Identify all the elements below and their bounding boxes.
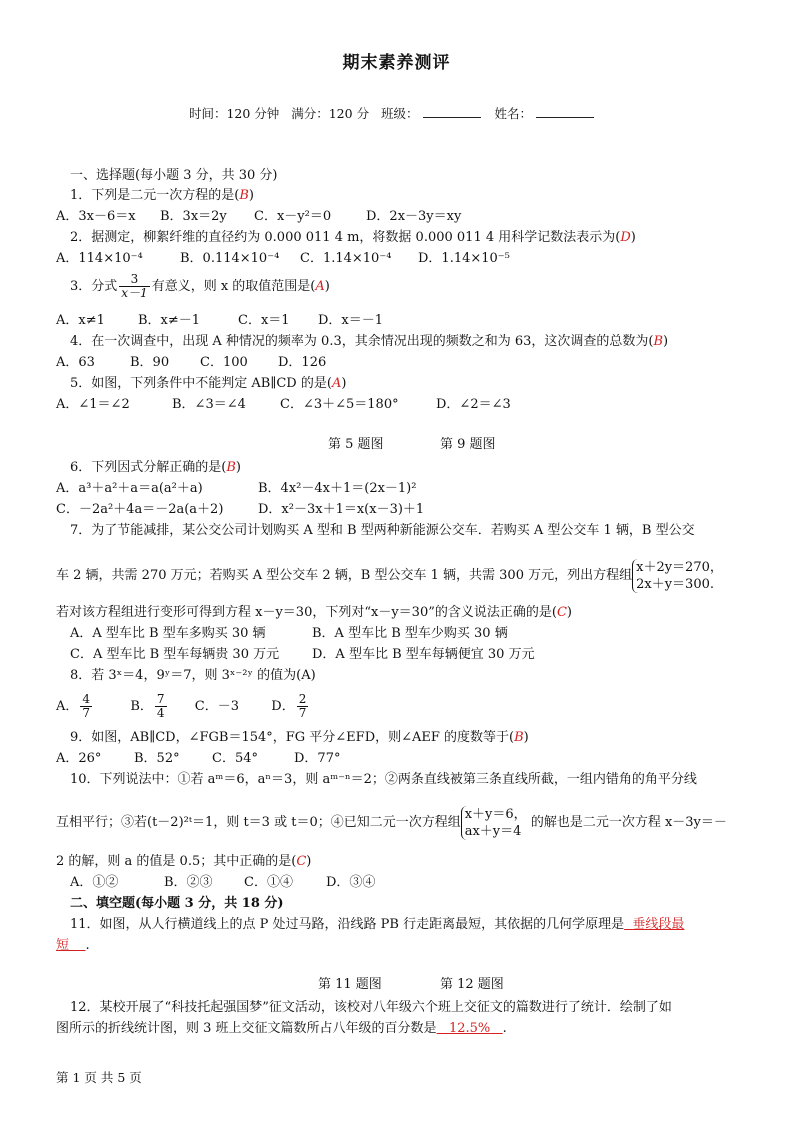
answer-7: C	[556, 605, 567, 620]
q9-option-c: C．54°	[212, 751, 258, 766]
q6-option-d: D．x²－3x＋1＝x(x－3)＋1	[258, 502, 425, 517]
q6-option-b: B．4x²－4x＋1＝(2x－1)²	[258, 481, 417, 496]
q4-option-a: A．63	[56, 355, 95, 370]
answer-10: C	[296, 854, 307, 869]
answer-6: B	[226, 460, 236, 475]
answer-4: B	[653, 334, 664, 349]
q2-option-c: C．1.14×10⁻⁴	[300, 251, 392, 266]
q1-option-d: D．2x－3y＝xy	[366, 209, 462, 224]
answer-11-part1: 垂线段最	[632, 917, 685, 932]
class-label: 班级：	[381, 106, 419, 121]
q2-option-a: A．114×10⁻⁴	[56, 251, 143, 266]
answer-9: B	[514, 730, 524, 745]
answer-12: 12.5%	[448, 1021, 491, 1036]
q10-equation-system: x＋y＝6， ax＋y＝4	[461, 806, 527, 840]
q10-option-b: B．②③	[164, 875, 213, 890]
q7-option-a: A．A 型车比 B 型车多购买 30 辆	[70, 626, 266, 641]
answer-5: A	[331, 376, 342, 391]
q3-fraction: $\frac{3}{x-1}$	[121, 272, 148, 300]
q8-options	[56, 690, 310, 724]
question-11-line1: 11．如图，从人行横道线上的点 P 处过马路，沿线路 PB 行走距离最短，其依据的几何学原理是 垂线段最	[70, 917, 685, 932]
figure-11-caption: 第 11 题图	[318, 977, 382, 992]
q1-option-b: B．3x＝2y	[160, 209, 227, 224]
question-7-line1: 7．为了节能减排，某公交公司计划购买 A 型和 B 型两种新能源公交车．若购买 A 型公交车 1 辆，B 型公交	[70, 523, 695, 538]
question-4: 4．在一次调查中，出现 A 种情况的频率为 0.3，其余情况出现的频数之和为 63，这次调查的总数为(B)	[70, 334, 669, 349]
q2-option-b: B．0.114×10⁻⁴	[180, 251, 280, 266]
question-10-line1: 10．下列说法中：①若 aᵐ＝6，aⁿ＝3，则 aᵐ⁻ⁿ＝2；②两条直线被第三条直线所截，一组内错角的角平分线	[70, 772, 697, 787]
name-label: 姓名：	[494, 106, 533, 121]
question-9: 9．如图，AB∥CD，∠FGB＝154°，FG 平分∠EFD，则∠AEF 的度数等于(B)	[70, 730, 529, 745]
q7-option-c: C．A 型车比 B 型车每辆贵 30 万元	[70, 647, 280, 662]
time-info: 时间：120 分钟	[188, 106, 280, 121]
exam-meta	[0, 104, 793, 122]
q10-option-d: D．③④	[326, 875, 376, 890]
figure-5-caption: 第 5 题图	[328, 437, 384, 452]
q3-option-a: A．x≠1	[56, 313, 105, 328]
q8-option-b: B． $\frac{7}{4}$	[130, 692, 165, 720]
question-12-line2: 图所示的折线统计图，则 3 班上交征文篇数所占八年级的百分数是 12.5% .	[56, 1021, 507, 1036]
q1-option-a: A．3x－6＝x	[56, 209, 136, 224]
answer-3: A	[315, 279, 325, 294]
q6-option-a: A．a³＋a²＋a＝a(a²＋a)	[56, 481, 203, 496]
q4-option-d: D．126	[278, 355, 327, 370]
answer-1: B	[239, 188, 249, 203]
q7-option-b: B．A 型车比 B 型车少购买 30 辆	[312, 626, 508, 641]
question-10-line2: 互相平行；③若(t－2)²ᵗ＝1，则 t＝3 或 t＝0；④已知二元一次方程组 x＋y＝6， ax＋y＝4 的解也是二元一次方程 x－3y＝－	[56, 806, 727, 839]
section-fill-heading: 二、填空题(每小题 3 分，共 18 分)	[70, 896, 284, 911]
q5-option-c: C．∠3＋∠5＝180°	[280, 397, 399, 412]
q7-option-d: D．A 型车比 B 型车每辆便宜 30 万元	[312, 647, 535, 662]
q4-option-b: B．90	[130, 355, 170, 370]
q5-option-d: D．∠2＝∠3	[436, 397, 511, 412]
q5-option-b: B．∠3＝∠4	[172, 397, 246, 412]
answer-11-part2: 短	[56, 938, 70, 953]
q8-option-d: D． $\frac{2}{7}$	[271, 692, 307, 720]
page-title: 期末素养测评	[342, 53, 451, 73]
question-2: 2．据测定，柳絮纤维的直径约为 0.000 011 4 m，将数据 0.000 011 4 用科学记数法表示为(D)	[70, 230, 636, 245]
figure-12-caption: 第 12 题图	[440, 977, 504, 992]
q5-option-a: A．∠1＝∠2	[56, 397, 130, 412]
page-footer: 第 1 页 共 5 页	[56, 1070, 142, 1085]
question-7-line3: 若对该方程组进行变形可得到方程 x－y＝30，下列对“x－y＝30”的含义说法正确的是(C)	[56, 605, 572, 620]
score-info: 满分：120 分	[291, 106, 370, 121]
q1-option-c: C．x－y²＝0	[254, 209, 332, 224]
answer-2: D	[620, 230, 631, 245]
q9-option-d: D．77°	[294, 751, 341, 766]
q8-option-c: C．－3	[194, 699, 240, 714]
q10-option-c: C．①④	[244, 875, 293, 890]
q3-option-d: D．x＝－1	[318, 313, 384, 328]
question-3: 3．分式 $\frac{3}{x-1}$ 有意义，则 x 的取值范围是(A)	[70, 272, 330, 300]
question-11-line2: 短 .	[56, 938, 90, 953]
q9-option-b: B．52°	[134, 751, 180, 766]
q4-option-c: C．100	[200, 355, 248, 370]
q3-option-c: C．x＝1	[238, 313, 290, 328]
name-blank	[536, 106, 594, 118]
q2-option-d: D．1.14×10⁻⁵	[418, 251, 510, 266]
q6-option-c: C．－2a²＋4a＝－2a(a＋2)	[56, 502, 224, 517]
question-12-line1: 12．某校开展了“科技托起强国梦”征文活动，该校对八年级六个班上交征文的篇数进行了统计．绘制了如	[70, 1000, 672, 1015]
question-7-line2: 车 2 辆，共需 270 万元；若购买 A 型公交车 2 辆，B 型公交车 1 辆，共需 300 万元，列出方程组 x＋2y＝270， 2x＋y＝300.	[56, 559, 723, 592]
question-8: 8．若 3ˣ＝4，9ʸ＝7，则 3ˣ⁻²ʸ 的值为(A)	[70, 668, 316, 683]
question-1: 1．下列是二元一次方程的是(B)	[70, 188, 254, 203]
question-6: 6．下列因式分解正确的是(B)	[70, 460, 241, 475]
q7-equation-system: x＋2y＝270， 2x＋y＝300.	[632, 559, 723, 593]
figure-9-caption: 第 9 题图	[440, 437, 496, 452]
question-5: 5．如图，下列条件中不能判定 AB∥CD 的是(A)	[70, 376, 347, 391]
class-blank	[423, 106, 481, 118]
section-choice-heading: 一、选择题(每小题 3 分，共 30 分)	[70, 168, 278, 183]
q9-option-a: A．26°	[56, 751, 102, 766]
question-10-line3: 2 的解，则 a 的值是 0.5；其中正确的是(C)	[56, 854, 312, 869]
q10-option-a: A．①②	[70, 875, 119, 890]
q8-option-a: A． $\frac{4}{7}$	[56, 692, 91, 720]
q3-option-b: B．x≠－1	[138, 313, 201, 328]
